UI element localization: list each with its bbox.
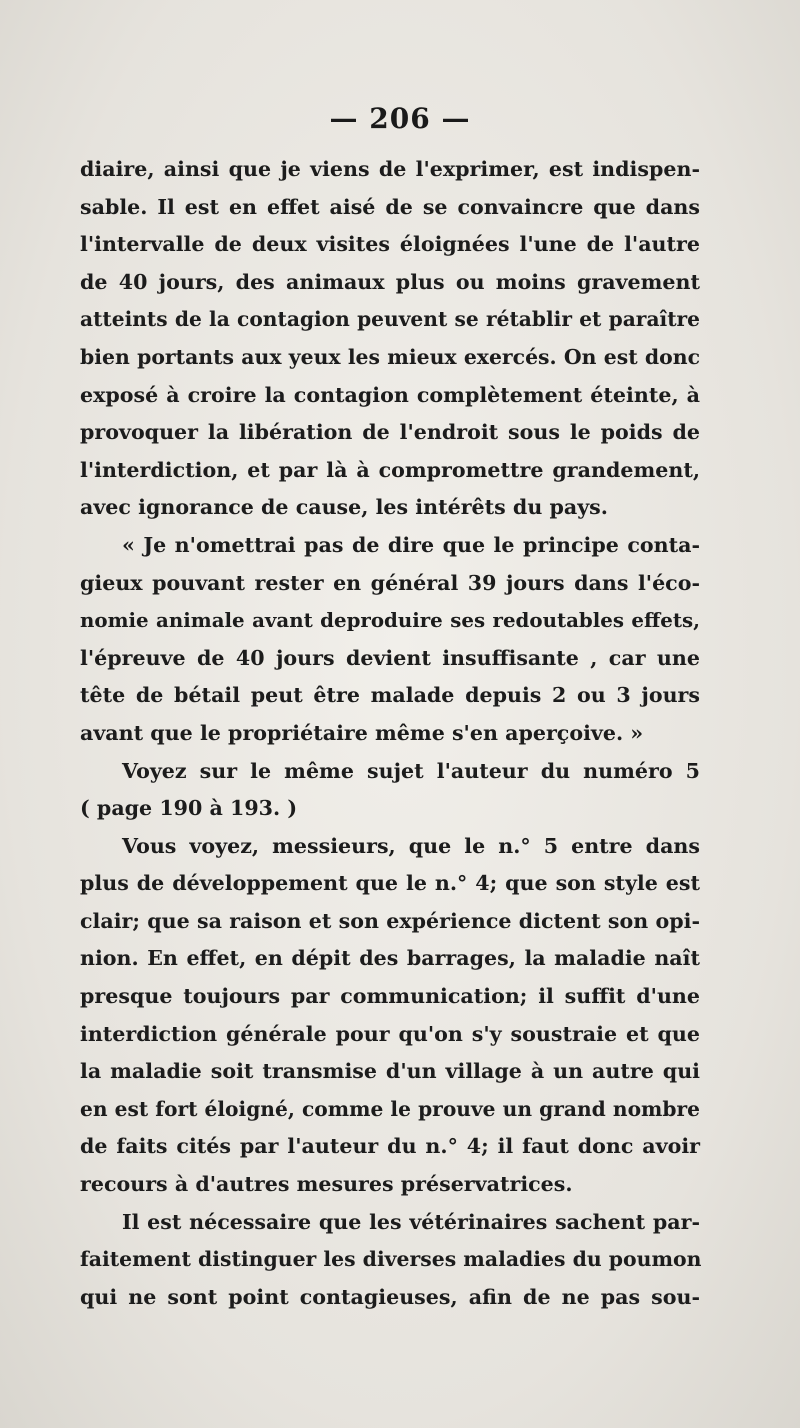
text-line: sable. Il est en effet aisé de se convaincre que dans: [80, 194, 700, 219]
text-line: exposé à croire la contagion complètement éteinte, à: [80, 382, 700, 407]
text-line: recours à d'autres mesures préservatrices.: [80, 1172, 573, 1197]
text-line: faitement distinguer les diverses maladies du poumon: [80, 1247, 702, 1272]
text-line: diaire, ainsi que je viens de l'exprimer, est indispen-: [80, 157, 700, 181]
text-line: avant que le propriétaire même s'en aperçoive. »: [80, 720, 644, 745]
text-line: plus de développement que le n.° 4; que son style est: [80, 871, 700, 896]
text-line: l'intervalle de deux visites éloignées l'une de l'autre: [80, 232, 700, 257]
text-line: provoquer la libération de l'endroit sous le poids de: [80, 420, 700, 445]
text-line: Vous voyez, messieurs, que le n.° 5 entre dans: [122, 833, 700, 858]
text-line: qui ne sont point contagieuses, afin de ne pas sou-: [80, 1284, 700, 1309]
text-line: ( page 190 à 193. ): [80, 796, 298, 821]
text-line: l'épreuve de 40 jours devient insuffisante , car une: [80, 645, 700, 670]
text-line: l'interdiction, et par là à compromettre grandement,: [80, 457, 700, 482]
text-line: de faits cités par l'auteur du n.° 4; il faut donc avoir: [80, 1134, 700, 1159]
text-line: avec ignorance de cause, les intérêts du pays.: [80, 495, 608, 520]
text-line: Voyez sur le même sujet l'auteur du numéro 5: [122, 758, 700, 783]
text-line: presque toujours par communication; il suffit d'une: [80, 984, 700, 1009]
text-line: bien portants aux yeux les mieux exercés. On est donc: [80, 344, 700, 369]
text-line: de 40 jours, des animaux plus ou moins gravement: [80, 269, 700, 294]
text-line: nomie animale avant deproduire ses redoutables effets,: [80, 608, 700, 633]
text-line: la maladie soit transmise d'un village à un autre qui: [80, 1059, 700, 1084]
text-line: clair; que sa raison et son expérience dictent son opi-: [80, 908, 700, 933]
text-line: interdiction générale pour qu'on s'y soustraie et que: [80, 1021, 700, 1046]
body-text: [80, 151, 700, 1316]
text-line: Il est nécessaire que les vétérinaires sachent par-: [122, 1209, 700, 1234]
text-line: atteints de la contagion peuvent se rétablir et paraître: [80, 307, 700, 332]
text-line: nion. En effet, en dépit des barrages, la maladie naît: [80, 946, 700, 971]
page-number: — 206 —: [329, 102, 471, 135]
text-line: « Je n'omettrai pas de dire que le principe conta-: [122, 532, 700, 557]
text-line: tête de bétail peut être malade depuis 2 ou 3 jours: [80, 683, 700, 708]
text-line: gieux pouvant rester en général 39 jours dans l'éco-: [80, 570, 700, 595]
text-line: en est fort éloigné, comme le prouve un grand nombre: [80, 1096, 700, 1121]
